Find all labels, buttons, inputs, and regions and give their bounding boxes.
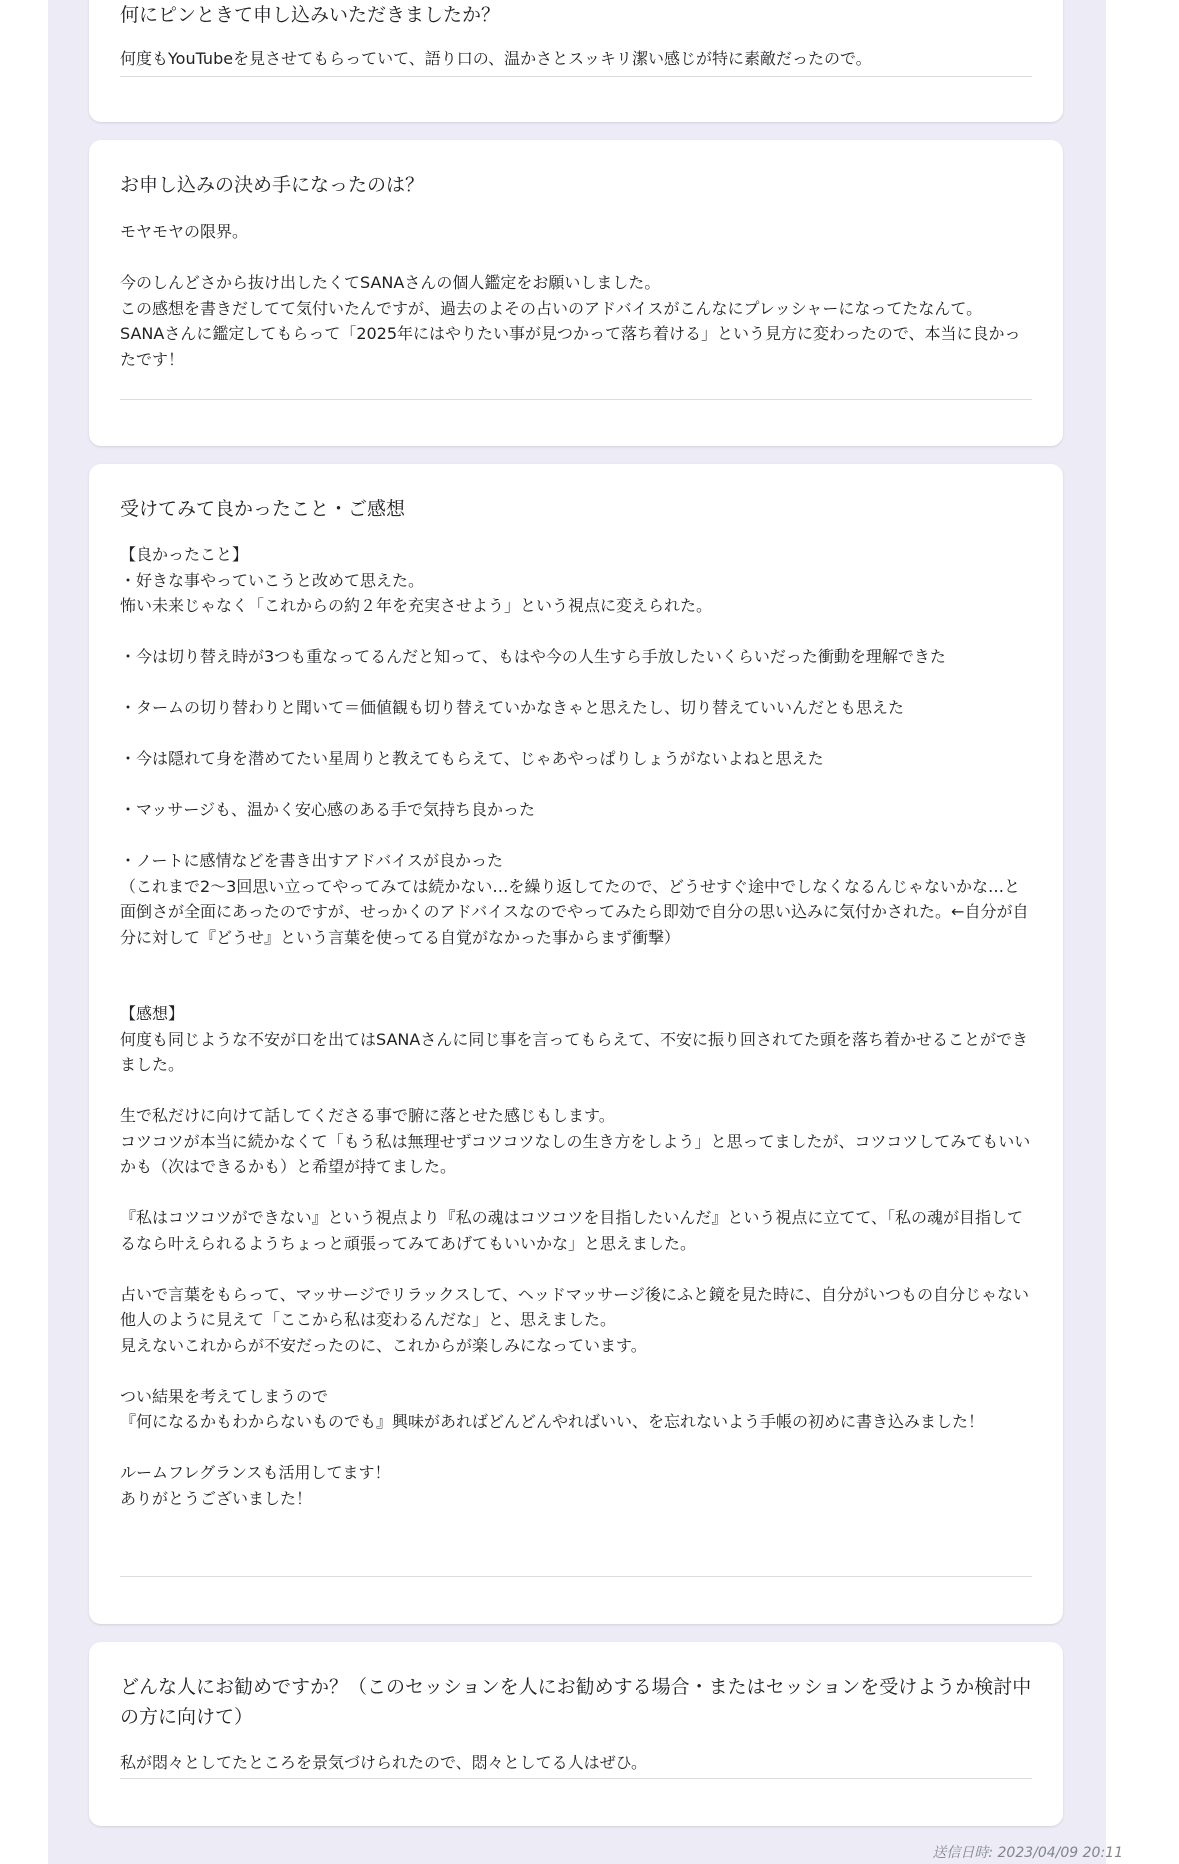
response-card-4 — [89, 1642, 1063, 1826]
answer-text: 私が悶々としてたところを景気づけられたので、悶々としてる人はぜひ。 — [120, 1753, 648, 1772]
answer-text: 何度もYouTubeを見させてもらっていて、語り口の、温かさとスッキリ潔い感じが特に素敵だったので。 — [120, 49, 872, 68]
answer-underline — [120, 1576, 1032, 1577]
answer-text: モヤモヤの限界。 今のしんどさから抜け出したくてSANAさんの個人鑑定をお願いしました。 この感想を書きだしてて気付いたんですが、過去のよその占いのアドバイスがこんなにプレッシャーになってたなんて。 SANAさんに鑑定してもらって「2025年にはやりたい事が見つかって落ち着ける」という見方に変わったので、本当に良かったです！ — [120, 222, 1021, 369]
question-text: どんな人にお勧めですか？（このセッションを人にお勧めする場合・またはセッションを受けようか検討中の方に向けて） — [120, 1676, 1032, 1728]
answer-underline — [120, 1778, 1032, 1779]
response-card-3 — [89, 464, 1063, 1624]
response-card-1 — [89, 0, 1063, 122]
question-text: 受けてみて良かったこと・ご感想 — [120, 498, 406, 520]
question-text: 何にピンときて申し込みいただきましたか？ — [120, 4, 501, 26]
answer-underline — [120, 76, 1032, 77]
response-card-2 — [89, 140, 1063, 446]
submission-timestamp: 送信日時: 2023/04/09 20:11 — [932, 1845, 1123, 1861]
question-text: お申し込みの決め手になったのは？ — [120, 174, 425, 196]
form-responses — [48, 0, 1106, 1864]
answer-underline — [120, 399, 1032, 400]
answer-text: 【良かったこと】 ・好きな事やっていこうと改めて思えた。 怖い未来じゃなく「これからの約２年を充実させよう」という視点に変えられた。 ・今は切り替え時が3つも重なってるんだと知って、もはや今の人生すら手放したいくらいだった衝動を理解できた ・タームの切り替わりと聞いて＝価値観も切り替えていかなきゃと思えたし、切り替えていいんだとも思えた ・今は隠れて身を潜めてたい星周りと教えてもらえて、じゃあやっぱりしょうがないよねと思えた ・マッサージも、温かく安心感のある手で気持ち良かった ・ノートに感情などを書き出すアドバイスが良かった （これまで2〜3回思い立ってやってみては続かない…を繰り返してたので、どうせすぐ途中でしなくなるんじゃないかな…と面倒さが全面にあったのですが、せっかくのアドバイスなのでやってみたら即効で自分の思い込みに気付かされた。←自分が自分に対して『どうせ』という言葉を使ってる自覚がなかった事からまず衝撃） 【感想】 何度も同じような不安が口を出てはSANAさんに同じ事を言ってもらえて、不安に振り回されてた頭を落ち着かせることができました。 生で私だけに向けて話してくださる事で腑に落とせた感じもします。 コツコツが本当に続かなくて「もう私は無理せずコツコツなしの生き方をしよう」と思ってましたが、コツコツしてみてもいいかも（次はできるかも）と希望が持てました。 『私はコツコツができない』という視点より『私の魂はコツコツを目指したいんだ』という視点に立てて、「私の魂が目指してるなら叶えられるようちょっと頑張ってみてあげてもいいかな」と思えました。 占いで言葉をもらって、マッサージでリラックスして、ヘッドマッサージ後にふと鏡を見た時に、自分がいつもの自分じゃない他人のように見えて「ここから私は変わるんだな」と、思えました。 見えないこれからが不安だったのに、これからが楽しみになっています。 つい結果を考えてしまうので 『何になるかもわからないものでも』興味があればどんどんやればいい、を忘れないよう手帳の初めに書き込みました！ ルームフレグランスも活用してます！ ありがとうございました！ — [120, 545, 1031, 1508]
